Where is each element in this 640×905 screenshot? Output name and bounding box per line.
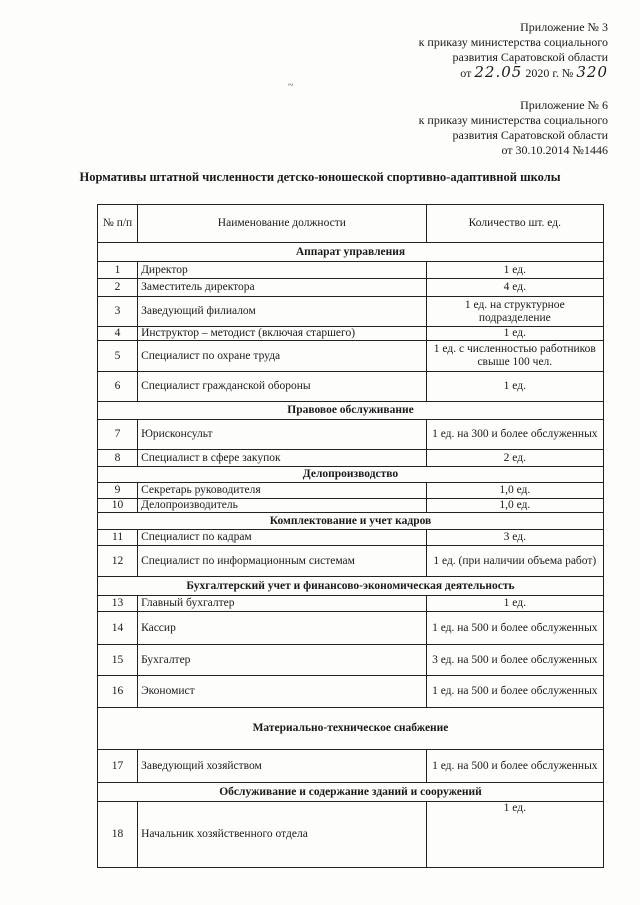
table-row xyxy=(98,341,604,372)
table-row xyxy=(98,750,604,783)
position-name: Кассир xyxy=(138,612,427,645)
table-row xyxy=(98,279,604,297)
staff-quantity: 1 ед. (при наличии объема работ) xyxy=(426,546,603,577)
table-row xyxy=(98,450,604,467)
table-row xyxy=(98,530,604,546)
row-number: 9 xyxy=(98,483,138,499)
date-year: 2020 г. № xyxy=(525,66,574,80)
section-row xyxy=(98,783,604,802)
table-row xyxy=(98,645,604,676)
position-name: Бухгалтер xyxy=(138,645,427,676)
position-name: Заведующий филиалом xyxy=(138,297,427,327)
column-header-name: Наименование должности xyxy=(138,205,427,243)
position-name: Заведующий хозяйством xyxy=(138,750,427,783)
date-prefix: от xyxy=(460,66,472,80)
row-number: 10 xyxy=(98,499,138,513)
staff-quantity: 3 ед. xyxy=(426,530,603,546)
table-row xyxy=(98,327,604,341)
table-row xyxy=(98,372,604,402)
section-row xyxy=(98,243,604,262)
row-number: 1 xyxy=(98,262,138,279)
section-row xyxy=(98,708,604,750)
position-name: Специалист по кадрам xyxy=(138,530,427,546)
appendix-3-ministry: развития Саратовской области xyxy=(452,50,608,64)
appendix-6-ministry: развития Саратовской области xyxy=(452,128,608,142)
column-header-qty: Количество шт. ед. xyxy=(426,205,603,243)
row-number: 14 xyxy=(98,612,138,645)
position-name: Специалист гражданской обороны xyxy=(138,372,427,402)
appendix-3-title: Приложение № 3 xyxy=(520,20,608,34)
table-row xyxy=(98,612,604,645)
table-row xyxy=(98,499,604,513)
staff-quantity: 1,0 ед. xyxy=(426,499,603,513)
row-number: 7 xyxy=(98,420,138,450)
row-number: 8 xyxy=(98,450,138,467)
staff-quantity: 1 ед. xyxy=(426,262,603,279)
staff-quantity: 1 ед. на 500 и более обслуженных xyxy=(426,612,603,645)
column-header-num: № п/п xyxy=(98,205,138,243)
section-title: Правовое обслуживание xyxy=(98,402,604,420)
handwritten-number: 320 xyxy=(576,63,608,81)
position-name: Специалист в сфере закупок xyxy=(138,450,427,467)
table-row xyxy=(98,596,604,612)
staff-quantity: 2 ед. xyxy=(426,450,603,467)
appendix-6-title: Приложение № 6 xyxy=(520,98,608,112)
section-title: Комплектование и учет кадров xyxy=(98,513,604,530)
position-name: Начальник хозяйственного отдела xyxy=(138,802,427,868)
table-header-row xyxy=(98,205,604,243)
row-number: 3 xyxy=(98,297,138,327)
section-row xyxy=(98,467,604,483)
appendix-3-header xyxy=(419,20,608,81)
section-title: Бухгалтерский учет и финансово-экономическая деятельность xyxy=(98,577,604,596)
staff-quantity: 1 ед. на 500 и более обслуженных xyxy=(426,676,603,708)
appendix-3-date-line xyxy=(419,65,608,81)
row-number: 5 xyxy=(98,341,138,372)
section-title: Делопроизводство xyxy=(98,467,604,483)
position-name: Директор xyxy=(138,262,427,279)
appendix-6-order: к приказу министерства социального xyxy=(418,113,608,127)
section-title: Материально-техническое снабжение xyxy=(98,708,604,750)
position-name: Заместитель директора xyxy=(138,279,427,297)
section-title: Аппарат управления xyxy=(98,243,604,262)
row-number: 18 xyxy=(98,802,138,868)
staff-quantity: 1 ед. на 300 и более обслуженных xyxy=(426,420,603,450)
scan-speck: ~ xyxy=(288,80,294,91)
position-name: Специалист по информационным системам xyxy=(138,546,427,577)
staff-quantity: 1 ед. xyxy=(426,802,603,868)
staff-quantity: 4 ед. xyxy=(426,279,603,297)
row-number: 12 xyxy=(98,546,138,577)
position-name: Инструктор – методист (включая старшего) xyxy=(138,327,427,341)
position-name: Экономист xyxy=(138,676,427,708)
staff-quantity: 3 ед. на 500 и более обслуженных xyxy=(426,645,603,676)
staff-quantity: 1,0 ед. xyxy=(426,483,603,499)
staff-quantity: 1 ед. xyxy=(426,372,603,402)
row-number: 11 xyxy=(98,530,138,546)
table-row xyxy=(98,802,604,868)
document-title: Нормативы штатной численности детско-юношеской спортивно-адаптивной школы xyxy=(79,170,561,184)
staff-quantity: 1 ед. xyxy=(426,327,603,341)
row-number: 13 xyxy=(98,596,138,612)
section-row xyxy=(98,402,604,420)
table-row xyxy=(98,297,604,327)
table-row xyxy=(98,262,604,279)
staff-quantity: 1 ед. на структурное подразделение xyxy=(426,297,603,327)
position-name: Юрисконсульт xyxy=(138,420,427,450)
table-row xyxy=(98,676,604,708)
staff-quantity: 1 ед. xyxy=(426,596,603,612)
position-name: Специалист по охране труда xyxy=(138,341,427,372)
handwritten-date: 22.05 xyxy=(474,63,523,81)
position-name: Главный бухгалтер xyxy=(138,596,427,612)
appendix-6-header xyxy=(419,98,608,158)
position-name: Секретарь руководителя xyxy=(138,483,427,499)
row-number: 4 xyxy=(98,327,138,341)
staff-quantity: 1 ед. с численностью работников свыше 100 чел. xyxy=(426,341,603,372)
staffing-norms-table xyxy=(97,204,604,868)
row-number: 6 xyxy=(98,372,138,402)
table-row xyxy=(98,420,604,450)
table-row xyxy=(98,483,604,499)
row-number: 15 xyxy=(98,645,138,676)
staff-quantity: 1 ед. на 500 и более обслуженных xyxy=(426,750,603,783)
appendix-3-order: к приказу министерства социального xyxy=(418,35,608,49)
section-title: Обслуживание и содержание зданий и сооружений xyxy=(98,783,604,802)
row-number: 16 xyxy=(98,676,138,708)
position-name: Делопроизводитель xyxy=(138,499,427,513)
table-row xyxy=(98,546,604,577)
section-row xyxy=(98,513,604,530)
section-row xyxy=(98,577,604,596)
row-number: 2 xyxy=(98,279,138,297)
row-number: 17 xyxy=(98,750,138,783)
appendix-6-date: от 30.10.2014 №1446 xyxy=(501,143,608,157)
